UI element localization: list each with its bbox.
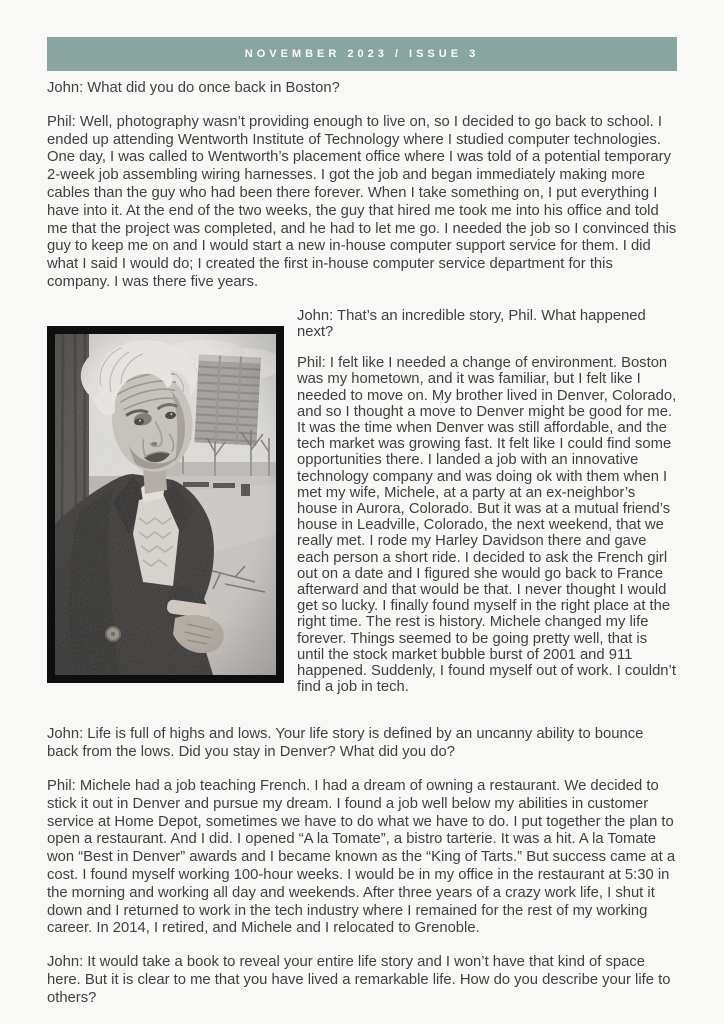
paragraph-question-boston: John: What did you do once back in Boston? bbox=[47, 80, 340, 96]
paragraph-answer-denver: Phil: I felt like I needed a change of environment. Boston was my hometown, and it was familiar, but I felt like I needed to move on. My brother lived in Denver, Colorado, and so I thought a move to Denver might be good for me. It was the time when Denver was still affordable, and the tech market was growing fast. It felt like I could find some opportunities there. I landed a job with an innovative technology company and was doing ok with them when I met my wife, Michele, at a party at an ex-neighbor’s house in Aurora, Colorado. But it was at a mutual friend’s house in Leadville, Colorado, the next weekend, that we really met. I rode my Harley Davidson there and gave each person a short ride. I decided to ask the French girl out on a date and I figured she would go back to France afterward and that would be that. I never thought I would get so lucky. I finally found myself in the right place at the right time. The rest is history. Michele changed my life forever. Things seemed to be going pretty well, that is until the stock market bubble burst of 2001 and 911 happened. Suddenly, I found myself out of work. I couldn’t find a job in tech. bbox=[297, 355, 677, 696]
issue-banner bbox=[47, 37, 677, 71]
photo-side-text-column bbox=[297, 308, 677, 711]
paragraph-answer-boston: Phil: Well, photography wasn’t providing enough to live on, so I decided to go back to school. I ended up attending Wentworth Institute of Technology where I studied computer technologies. One day, I was called to Wentworth’s placement office where I was told of a potential temporary 2-week job assembling wiring harnesses. I got the job and began immediately making more cables than the guy who had been there forever. When I take something on, I put everything I have into it. At the end of the two weeks, the guy that hired me took me into his office and told me that the project was completed, and he had to let me go. I needed the job so I convinced this guy to keep me on and I would start a new in-house computer support service for them. I did what I said I would do; I created the first in-house computer service department for this company. I was there five years. bbox=[47, 113, 677, 290]
paragraph-question-describe-life: John: It would take a book to reveal your entire life story and I won’t have that kind of space here. But it is clear to me that you have lived a remarkable life. How do you describe your life to others? bbox=[47, 954, 671, 1006]
portrait-photo bbox=[47, 326, 284, 683]
issue-banner-label: NOVEMBER 2023 / ISSUE 3 bbox=[244, 48, 480, 60]
paragraph-answer-restaurant: Phil: Michele had a job teaching French. I had a dream of owning a restaurant. We decided to stick it out in Denver and pursue my dream. I found a job well below my abilities in customer service at Home Depot, sometimes we have to do what we have to do. I put together the plan to open a restaurant. And I did. I opened “A la Tomate”, a bistro tarterie. It was a hit. A la Tomate won “Best in Denver” awards and I became known as the “King of Tarts.” But success came at a cost. I found myself working 100-hour weeks. I would be in my office in the restaurant at 5:30 in the morning and working all day and weekends. After three years of a crazy work life, I shut it down and I returned to work in the tech industry where I remained for the rest of my working career. In 2014, I retired, and Michele and I relocated to Grenoble. bbox=[47, 778, 676, 937]
photo-and-text-row bbox=[47, 308, 677, 711]
paragraph-question-next: John: That’s an incredible story, Phil. What happened next? bbox=[297, 307, 646, 340]
paragraph-question-highs-lows: John: Life is full of highs and lows. Your life story is defined by an uncanny ability to bounce back from the lows. Did you stay in Denver? What did you do? bbox=[47, 726, 644, 761]
